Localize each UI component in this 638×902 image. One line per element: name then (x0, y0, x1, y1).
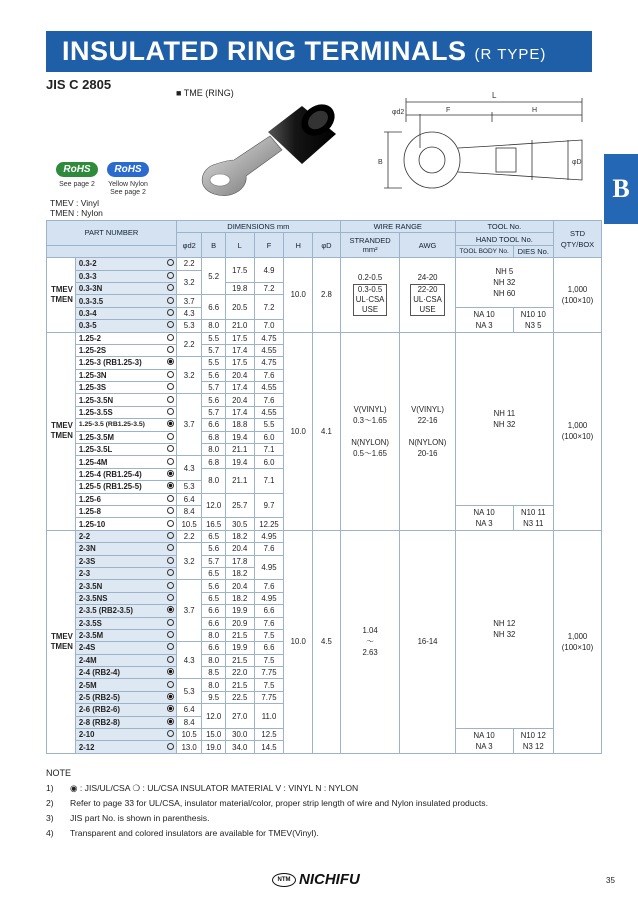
ul-csa-mark (167, 495, 174, 502)
cell-dies: N10 12 N3 12 (513, 729, 553, 754)
ul-csa-mark (167, 383, 174, 390)
cell-b: 8.5 (202, 667, 225, 679)
cell-l: 21.0 (225, 320, 254, 332)
part-number: 0.3-3 (75, 270, 176, 282)
page-title: INSULATED RING TERMINALS (62, 36, 467, 66)
cell-f: 7.75 (254, 667, 284, 679)
cell-d2: 3.2 (176, 357, 202, 394)
ul-csa-mark (167, 396, 174, 403)
cell-l: 19.9 (225, 605, 254, 617)
part-number: 1.25-6 (75, 493, 176, 505)
part-number: 0.3-4 (75, 307, 176, 319)
cell-l: 20.4 (225, 580, 254, 592)
ul-csa-mark (167, 544, 174, 551)
ul-csa-mark (167, 520, 174, 527)
ul-csa-mark (167, 569, 174, 576)
table-row (47, 332, 602, 344)
cell-f: 14.5 (254, 741, 284, 753)
jis-ul-csa-mark (167, 482, 174, 489)
cell-f: 4.95 (254, 530, 284, 542)
material-nylon: TMEN : Nylon (50, 208, 103, 218)
cell-f: 4.75 (254, 357, 284, 369)
jis-ul-csa-mark (167, 705, 174, 712)
cell-f: 11.0 (254, 704, 284, 729)
cell-b: 5.6 (202, 543, 225, 555)
part-number: 1.25-4 (RB1.25-4) (75, 468, 176, 480)
cell-f: 4.55 (254, 344, 284, 356)
part-number: 2-3.5M (75, 629, 176, 641)
cell-f: 4.9 (254, 258, 284, 283)
cell-b: 5.7 (202, 555, 225, 567)
cell-d2: 3.2 (176, 270, 202, 295)
part-number: 0.3-5 (75, 320, 176, 332)
ul-csa-mark (167, 582, 174, 589)
part-number: 1.25-2S (75, 344, 176, 356)
cell-l: 22.0 (225, 667, 254, 679)
cell-b: 19.0 (202, 741, 225, 753)
ul-csa-mark (167, 656, 174, 663)
ul-csa-mark (167, 346, 174, 353)
note-item: 4) Transparent and colored insulators are available for TMEV(Vinyl). (46, 828, 319, 838)
cell-d: 4.5 (313, 530, 341, 753)
cell-h: 10.0 (284, 332, 313, 530)
ul-csa-mark (167, 259, 174, 266)
cell-b: 6.5 (202, 567, 225, 579)
cell-f: 7.6 (254, 394, 284, 406)
cell-d2: 10.5 (176, 729, 202, 741)
cell-b: 5.5 (202, 332, 225, 344)
cell-l: 17.5 (225, 258, 254, 283)
ul-csa-mark (167, 532, 174, 539)
dim-l-label: L (492, 92, 497, 100)
cell-b: 5.7 (202, 382, 225, 394)
cell-f: 7.6 (254, 543, 284, 555)
ul-csa-mark (167, 594, 174, 601)
part-number: 1.25-10 (75, 518, 176, 530)
ul-csa-mark (167, 321, 174, 328)
cell-l: 20.4 (225, 394, 254, 406)
header-d: φD (313, 233, 341, 258)
cell-l: 18.2 (225, 530, 254, 542)
header-spacer (47, 245, 177, 257)
cell-b: 5.2 (202, 258, 225, 295)
cell-d2: 8.4 (176, 716, 202, 728)
cell-b: 6.6 (202, 617, 225, 629)
header-tool-body: TOOL BODY No. (455, 245, 513, 257)
group-label: TMEV TMEN (47, 332, 76, 530)
part-number: 2-3.5S (75, 617, 176, 629)
cell-h: 10.0 (284, 258, 313, 332)
rohs-note-yellow: Yellow Nylon See page 2 (108, 181, 148, 196)
cell-b: 5.7 (202, 344, 225, 356)
part-number: 0.3-2 (75, 258, 176, 270)
cell-tool-body: NH 12 NH 32 (455, 530, 553, 728)
cell-d2: 5.3 (176, 679, 202, 704)
dim-d-label: φD (572, 159, 582, 166)
cell-f: 4.55 (254, 382, 284, 394)
cell-d2: 2.2 (176, 258, 202, 270)
part-number: 2-3 (75, 567, 176, 579)
group-label: TMEV TMEN (47, 258, 76, 332)
part-number: 2-4 (RB2-4) (75, 667, 176, 679)
header-d2: φd2 (176, 233, 202, 258)
rohs-note: See page 2 (59, 181, 95, 188)
part-number: 2-4S (75, 642, 176, 654)
part-number: 1.25-3.5M (75, 431, 176, 443)
cell-f: 7.75 (254, 691, 284, 703)
cell-l: 21.5 (225, 679, 254, 691)
cell-l: 17.4 (225, 382, 254, 394)
note-item: 2) Refer to page 33 for UL/CSA, insulator material/color, proper strip length of wire and Nylon insulated products. (46, 798, 488, 808)
ul-csa-mark (167, 433, 174, 440)
cell-l: 25.7 (225, 493, 254, 518)
cell-l: 17.5 (225, 332, 254, 344)
cell-l: 30.0 (225, 729, 254, 741)
cell-f: 6.6 (254, 642, 284, 654)
jis-ul-csa-mark (167, 693, 174, 700)
cell-f: 7.5 (254, 629, 284, 641)
part-number: 2-3.5 (RB2-3.5) (75, 605, 176, 617)
spec-table (46, 220, 602, 754)
cell-l: 19.4 (225, 431, 254, 443)
cell-qty: 1,000 (100×10) (554, 530, 602, 753)
cell-d2: 6.4 (176, 493, 202, 505)
part-number: 2-6 (RB2-6) (75, 704, 176, 716)
part-number: 2-8 (RB2-8) (75, 716, 176, 728)
part-number: 1.25-4M (75, 456, 176, 468)
group-label: TMEV TMEN (47, 530, 76, 753)
cell-qty: 1,000 (100×10) (554, 332, 602, 530)
part-number: 2-12 (75, 741, 176, 753)
note-item: 3) JIS part No. is shown in parenthesis. (46, 813, 210, 823)
part-number: 2-3.5NS (75, 592, 176, 604)
material-vinyl: TMEV : Vinyl (50, 198, 99, 208)
ul-csa-mark (167, 408, 174, 415)
part-number: 1.25-3.5S (75, 406, 176, 418)
cell-d2: 4.3 (176, 642, 202, 679)
cell-l: 30.5 (225, 518, 254, 530)
header-h: H (284, 233, 313, 258)
cell-l: 34.0 (225, 741, 254, 753)
cell-stranded: V(VINYL) 0.3～1.65 N(NYLON) 0.5～1.65 (340, 332, 400, 530)
jis-ul-csa-mark (167, 420, 174, 427)
cell-b: 5.6 (202, 580, 225, 592)
cell-f: 4.75 (254, 332, 284, 344)
materials-legend (50, 198, 103, 218)
cell-f: 7.0 (254, 320, 284, 332)
cell-b: 5.6 (202, 394, 225, 406)
ul-csa-mark (167, 334, 174, 341)
cell-f: 5.5 (254, 419, 284, 431)
table-row (47, 258, 602, 270)
cell-dies: N10 11 N3 11 (513, 505, 553, 530)
cell-l: 21.1 (225, 468, 254, 493)
cell-f: 7.6 (254, 369, 284, 381)
part-number: 0.3-3N (75, 282, 176, 294)
part-number: 1.25-3 (RB1.25-3) (75, 357, 176, 369)
ul-csa-mark (167, 730, 174, 737)
rohs-badge: RoHS (56, 162, 98, 177)
cell-l: 18.8 (225, 419, 254, 431)
cell-b: 6.6 (202, 419, 225, 431)
cell-b: 6.5 (202, 530, 225, 542)
logo-mark: NTM (272, 873, 296, 887)
cell-f: 7.5 (254, 654, 284, 666)
ul-csa-mark (167, 743, 174, 750)
cell-f: 6.0 (254, 431, 284, 443)
dim-f-label: F (446, 107, 451, 114)
cell-b: 5.5 (202, 357, 225, 369)
part-number: 2-5 (RB2-5) (75, 691, 176, 703)
cell-l: 17.5 (225, 357, 254, 369)
cell-l: 17.4 (225, 344, 254, 356)
header-awg: AWG (400, 233, 455, 258)
cell-b: 6.6 (202, 642, 225, 654)
part-number: 2-3N (75, 543, 176, 555)
cell-na: NA 10 NA 3 (455, 307, 513, 332)
part-number: 1.25-3.5N (75, 394, 176, 406)
note-item: 1) ◉ : JIS/UL/CSA ❍ : UL/CSA INSULATOR MATERIAL V : VINYL N : NYLON (46, 783, 359, 793)
cell-f: 7.1 (254, 444, 284, 456)
cell-d2: 2.2 (176, 530, 202, 542)
cell-l: 20.5 (225, 295, 254, 320)
header-wire-range: WIRE RANGE (340, 221, 455, 233)
product-photo (190, 102, 358, 206)
ul-csa-mark (167, 445, 174, 452)
cell-b: 8.0 (202, 629, 225, 641)
cell-f: 6.0 (254, 456, 284, 468)
cell-l: 27.0 (225, 704, 254, 729)
ul-csa-mark (167, 458, 174, 465)
ul-csa-mark (167, 681, 174, 688)
cell-stranded: 1.04 〜 2.63 (340, 530, 400, 753)
dim-h-label: H (532, 107, 538, 114)
part-number: 1.25-2 (75, 332, 176, 344)
cell-b: 5.7 (202, 406, 225, 418)
rohs-badge-yellow-nylon: RoHS (107, 162, 149, 177)
part-number: 2-10 (75, 729, 176, 741)
cell-d: 4.1 (313, 332, 341, 530)
cell-d2: 4.3 (176, 307, 202, 319)
cell-l: 20.4 (225, 543, 254, 555)
header-std-qty: STD QTY/BOX (554, 221, 602, 258)
part-number: 1.25-8 (75, 505, 176, 517)
cell-qty: 1,000 (100×10) (554, 258, 602, 332)
cell-l: 20.9 (225, 617, 254, 629)
dim-b-label: B (378, 159, 383, 166)
cell-f: 7.6 (254, 617, 284, 629)
cell-l: 17.8 (225, 555, 254, 567)
cell-stranded: 0.2-0.5 0.3-0.5 UL·CSA USE (340, 258, 400, 332)
ul-csa-mark (167, 371, 174, 378)
cell-b: 16.5 (202, 518, 225, 530)
header-hand-tool: HAND TOOL No. (455, 233, 553, 245)
cell-b: 5.6 (202, 369, 225, 381)
header-dimensions: DIMENSIONS mm (176, 221, 340, 233)
cell-tool-body: NH 5 NH 32 NH 60 (455, 258, 553, 308)
jis-ul-csa-mark (167, 358, 174, 365)
dimension-drawing (372, 92, 602, 214)
header-stranded: STRANDED mm² (340, 233, 400, 258)
cell-b: 8.0 (202, 654, 225, 666)
cell-l: 19.9 (225, 642, 254, 654)
cell-b: 12.0 (202, 493, 225, 518)
cell-l: 22.5 (225, 691, 254, 703)
cell-f: 7.2 (254, 295, 284, 320)
cell-l: 19.4 (225, 456, 254, 468)
part-number: 1.25-3.5 (RB1.25-3.5) (75, 419, 176, 431)
ul-csa-mark (167, 643, 174, 650)
page-number: 35 (606, 876, 615, 885)
cell-b: 6.8 (202, 431, 225, 443)
jis-ul-csa-mark (167, 718, 174, 725)
cell-dies: N10 10 N3 5 (513, 307, 553, 332)
part-number: 2-2 (75, 530, 176, 542)
cell-f: 7.5 (254, 679, 284, 691)
cell-f: 4.55 (254, 406, 284, 418)
cell-d: 2.8 (313, 258, 341, 332)
cell-l: 18.2 (225, 592, 254, 604)
header-l: L (225, 233, 254, 258)
header-tool: TOOL No. (455, 221, 553, 233)
notes-list (46, 781, 488, 841)
cell-f: 12.25 (254, 518, 284, 530)
section-tab: B (604, 154, 638, 224)
cell-f: 7.1 (254, 468, 284, 493)
cell-b: 8.0 (202, 320, 225, 332)
cell-awg: 16-14 (400, 530, 455, 753)
cell-l: 17.4 (225, 406, 254, 418)
cell-b: 9.5 (202, 691, 225, 703)
cell-b: 6.6 (202, 295, 225, 320)
part-number: 2-4M (75, 654, 176, 666)
cell-l: 19.8 (225, 282, 254, 294)
cell-b: 8.0 (202, 468, 225, 493)
cell-d2: 13.0 (176, 741, 202, 753)
cell-na: NA 10 NA 3 (455, 505, 513, 530)
header-part-number: PART NUMBER (47, 221, 177, 246)
cell-l: 20.4 (225, 369, 254, 381)
cell-b: 8.0 (202, 444, 225, 456)
part-number: 1.25-5 (RB1.25-5) (75, 481, 176, 493)
ul-csa-mark (167, 297, 174, 304)
cell-f: 4.95 (254, 555, 284, 580)
cell-d2: 4.3 (176, 456, 202, 481)
ul-csa-mark (167, 309, 174, 316)
cell-b: 12.0 (202, 704, 225, 729)
cell-l: 21.5 (225, 654, 254, 666)
part-number: 2-3.5N (75, 580, 176, 592)
cell-l: 21.1 (225, 444, 254, 456)
header-b: B (202, 233, 225, 258)
part-number: 2-5M (75, 679, 176, 691)
ul-csa-mark (167, 619, 174, 626)
cell-d2: 2.2 (176, 332, 202, 357)
part-number: 1.25-3.5L (75, 444, 176, 456)
part-number: 1.25-3S (75, 382, 176, 394)
cell-l: 18.2 (225, 567, 254, 579)
notes-heading: NOTE (46, 768, 72, 778)
header-f: F (254, 233, 284, 258)
cell-b: 6.5 (202, 592, 225, 604)
cell-na: NA 10 NA 3 (455, 729, 513, 754)
standard-label: JIS C 2805 (46, 77, 112, 92)
cell-h: 10.0 (284, 530, 313, 753)
jis-ul-csa-mark (167, 606, 174, 613)
cell-tool-body: NH 11 NH 32 (455, 332, 553, 505)
part-number: 2-3S (75, 555, 176, 567)
cell-d2: 3.7 (176, 295, 202, 307)
cell-awg: 24-20 22-20 UL·CSA USE (400, 258, 455, 332)
title-bar (46, 31, 592, 72)
cell-d2: 3.7 (176, 580, 202, 642)
ul-csa-mark (167, 272, 174, 279)
cell-f: 6.6 (254, 605, 284, 617)
part-number: 0.3-3.5 (75, 295, 176, 307)
cell-d2: 6.4 (176, 704, 202, 716)
cell-awg: V(VINYL) 22-16 N(NYLON) 20-16 (400, 332, 455, 530)
cell-b: 8.0 (202, 679, 225, 691)
cell-b: 6.8 (202, 456, 225, 468)
cell-b: 6.6 (202, 605, 225, 617)
header-dies: DIES No. (513, 245, 553, 257)
cell-l: 21.5 (225, 629, 254, 641)
cell-f: 7.6 (254, 580, 284, 592)
cell-d2: 10.5 (176, 518, 202, 530)
figure-caption: ■ TME (RING) (176, 88, 234, 98)
ul-csa-mark (167, 557, 174, 564)
logo-text: NICHIFU (299, 871, 360, 888)
cell-d2: 8.4 (176, 505, 202, 517)
cell-d2: 5.3 (176, 320, 202, 332)
cell-f: 7.2 (254, 282, 284, 294)
part-number: 1.25-3N (75, 369, 176, 381)
dim-d2-label: φd2 (392, 109, 405, 116)
jis-ul-csa-mark (167, 668, 174, 675)
ul-csa-mark (167, 507, 174, 514)
ul-csa-mark (167, 631, 174, 638)
ul-csa-mark (167, 284, 174, 291)
brand-logo (272, 871, 360, 888)
jis-ul-csa-mark (167, 470, 174, 477)
cell-f: 12.5 (254, 729, 284, 741)
cell-d2: 3.2 (176, 543, 202, 580)
page-subtitle: (R TYPE) (474, 46, 547, 63)
cell-b: 15.0 (202, 729, 225, 741)
cell-d2: 3.7 (176, 394, 202, 456)
cell-f: 9.7 (254, 493, 284, 518)
cell-f: 4.95 (254, 592, 284, 604)
table-row (47, 530, 602, 542)
cell-d2: 5.3 (176, 481, 202, 493)
